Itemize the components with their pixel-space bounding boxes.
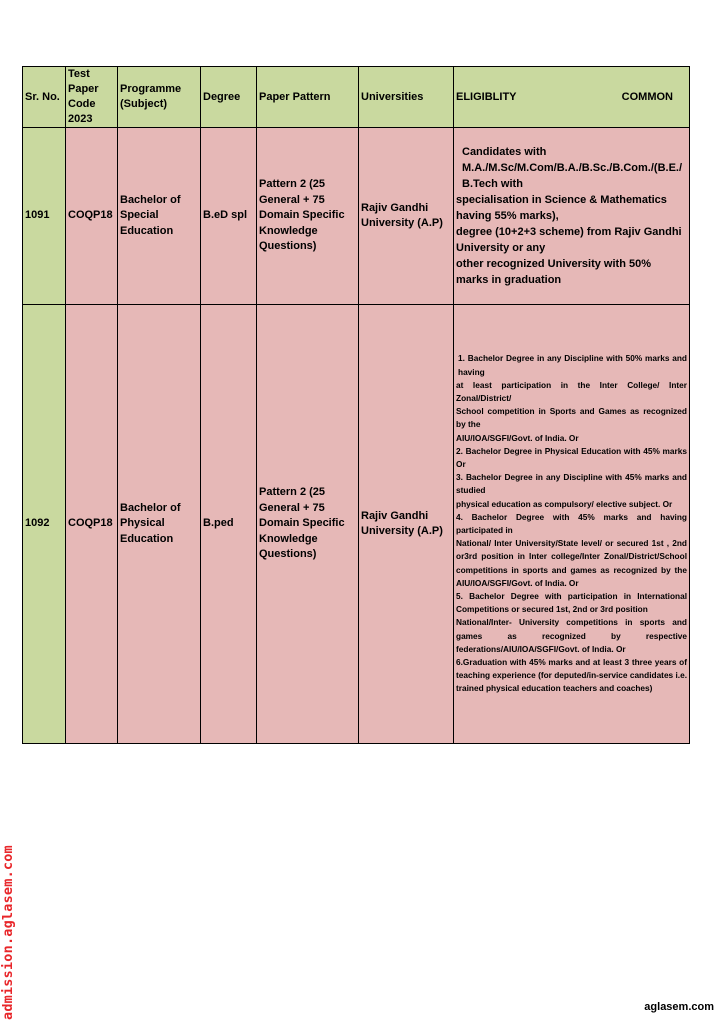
eligibility-line: 4. Bachelor Degree with 45% marks and having participated in (456, 511, 687, 535)
eligibility-line: 5. Bachelor Degree with participation in International Competitions or secured 1st, 2nd or 3rd position (456, 591, 687, 615)
row-programme: Bachelor of Special Education (118, 128, 201, 305)
header-eligibility (454, 67, 690, 128)
table-row (23, 305, 690, 744)
row-eligibility (454, 128, 690, 305)
eligibility-line: 2. Bachelor Degree in Physical Education with 45% marks Or (456, 445, 687, 469)
header-test-paper-code: Test Paper Code 2023 (66, 67, 118, 128)
row-university: Rajiv Gandhi University (A.P) (359, 305, 454, 744)
row-programme: Bachelor of Physical Education (118, 305, 201, 744)
eligibility-line: 1. Bachelor Degree in any Discipline with 50% marks and having (458, 353, 687, 377)
eligibility-line: specialisation in Science & Mathematics having 55% marks), (456, 194, 667, 222)
header-universities: Universities (359, 67, 454, 128)
row-test-paper-code: COQP18 (66, 305, 118, 744)
table-row (23, 128, 690, 305)
row-sr-no: 1092 (23, 305, 66, 744)
row-paper-pattern: Pattern 2 (25 General + 75 Domain Specific Knowledge Questions) (257, 128, 359, 305)
eligibility-line: degree (10+2+3 scheme) from Rajiv Gandhi University or any (456, 226, 682, 254)
header-common-label: COMMON (621, 90, 673, 103)
eligibility-line: Candidates with M.A./M.Sc/M.Com/B.A./B.Sc./B.Com./(B.E./ B.Tech with (462, 146, 683, 190)
eligibility-line: AIU/IOA/SGFI/Govt. of India. Or (456, 432, 579, 443)
row-university: Rajiv Gandhi University (A.P) (359, 128, 454, 305)
row-paper-pattern: Pattern 2 (25 General + 75 Domain Specific Knowledge Questions) (257, 305, 359, 744)
header-programme: Programme (Subject) (118, 67, 201, 128)
header-eligibility-label: ELIGIBLITY (456, 90, 517, 103)
eligibility-line: at least participation in the Inter College/ Inter Zonal/District/ (456, 379, 687, 403)
eligibility-line: School competition in Sports and Games as recognized by the (456, 406, 687, 430)
header-paper-pattern: Paper Pattern (257, 67, 359, 128)
row-degree: B.eD spl (201, 128, 257, 305)
header-sr-no: Sr. No. (23, 67, 66, 128)
row-test-paper-code: COQP18 (66, 128, 118, 305)
header-degree: Degree (201, 67, 257, 128)
watermark-text: admission.aglasem.com (0, 845, 16, 1020)
eligibility-line: other recognized University with 50% marks in graduation (456, 258, 651, 286)
eligibility-line: 6.Graduation with 45% marks and at least 3 three years of teaching experience (for deputed/in-service candidates i.e. trained physical education teachers and coaches) (456, 657, 688, 694)
row-sr-no: 1091 (23, 128, 66, 305)
row-degree: B.ped (201, 305, 257, 744)
eligibility-line: 3. Bachelor Degree in any Discipline with 45% marks and studied (456, 472, 687, 496)
eligibility-line: National/ Inter University/State level/ or secured 1st , 2nd or3rd position in Inter college/Inter Zonal/District/School competitions in sports and games as recognized by the AIU/IOA/SGFI/Govt. of India. Or (456, 538, 687, 588)
eligibility-line: physical education as compulsory/ elective subject. Or (456, 498, 673, 509)
row-eligibility (454, 305, 690, 744)
footer-site-name: aglasem.com (644, 1001, 714, 1013)
eligibility-table (22, 66, 690, 744)
table-header-row (23, 67, 690, 128)
eligibility-line: National/Inter- University competitions in sports and games as recognized by respective federations/AIU/IOA/SGFI/Govt. of India. Or (456, 617, 687, 654)
